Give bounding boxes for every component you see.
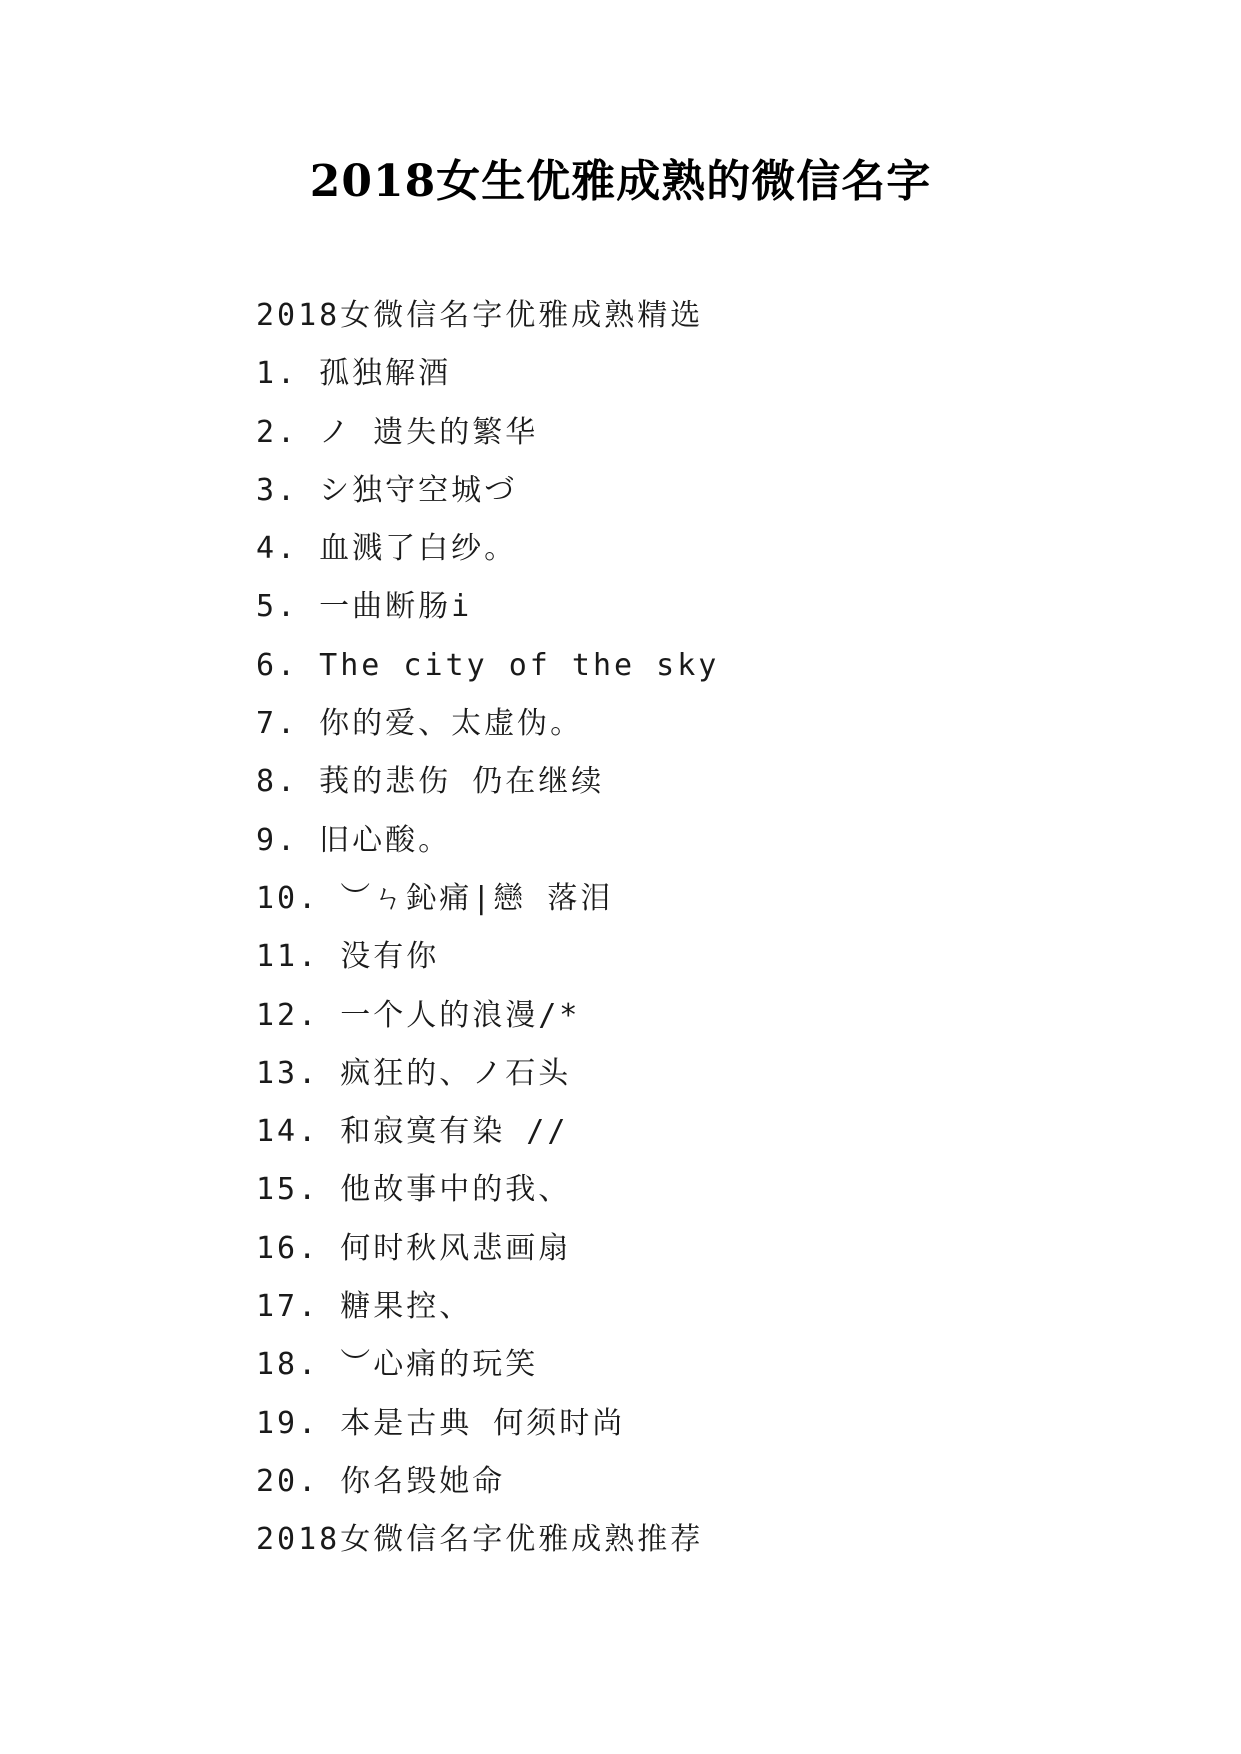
list-item: 14. 和寂寞有染 // — [256, 1114, 569, 1150]
list-item: 7. 你的爱、太虚伪。 — [256, 706, 584, 742]
list-item: 4. 血溅了白纱。 — [256, 531, 518, 567]
section-heading: 2018女微信名字优雅成熟推荐 — [256, 1522, 704, 1558]
list-item: 3. シ独守空城づ — [256, 472, 518, 508]
list-item: 6. The city of the sky — [256, 647, 720, 683]
document-body — [256, 287, 1156, 1570]
list-item: 2. ノ 遗失的繁华 — [256, 414, 539, 450]
list-item: 15. 他故事中的我、 — [256, 1172, 572, 1208]
list-item: 20. 你名毁她命 — [256, 1463, 506, 1499]
section-heading: 2018女微信名字优雅成熟精选 — [256, 298, 704, 333]
list-item: 11. 没有你 — [256, 939, 440, 975]
list-item: 9. 旧心酸。 — [256, 822, 452, 858]
list-item: 8. 莪的悲伤 仍在继续 — [256, 764, 605, 800]
list-item: 16. 何时秋风悲画扇 — [256, 1230, 572, 1266]
list-item: 18. ︶心痛的玩笑 — [256, 1347, 539, 1383]
page-title: 2018女生优雅成熟的微信名字 — [309, 156, 932, 207]
list-item: 19. 本是古典 何须时尚 — [256, 1405, 626, 1441]
list-item: 13. 疯狂的、ノ石头 — [256, 1055, 572, 1091]
list-item: 17. 糖果控、 — [256, 1289, 473, 1325]
list-item: 10. ︶ㄣ鈊痛|戀 落泪 — [256, 880, 614, 916]
list-item: 12. 一个人的浪漫/* — [256, 997, 581, 1033]
list-item: 1. 孤独解酒 — [256, 356, 452, 392]
list-item: 5. 一曲断肠i — [256, 589, 473, 625]
